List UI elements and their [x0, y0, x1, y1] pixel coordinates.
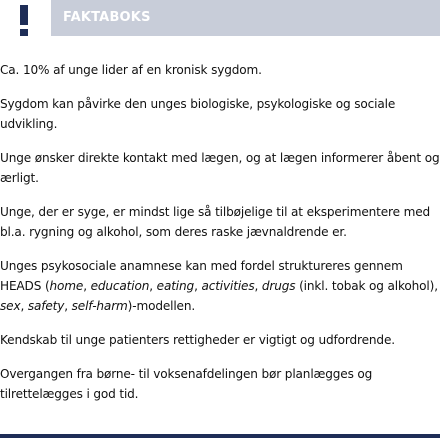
factbox-paragraph: [0, 330, 440, 350]
factbox-paragraph: [0, 148, 440, 188]
paragraph-text: Ca. 10% af unge lider af en kronisk sygdom.: [0, 63, 262, 77]
paragraph-text: ,: [194, 279, 202, 293]
italic-term: drugs: [261, 279, 296, 293]
factbox-paragraph: [0, 364, 440, 404]
paragraph-text: ,: [254, 279, 262, 293]
factbox-paragraph: [0, 202, 440, 242]
italic-term: home: [49, 279, 84, 293]
italic-term: eating: [156, 279, 195, 293]
exclamation-bar: [20, 5, 28, 25]
exclamation-dot: [20, 29, 28, 36]
paragraph-text: ,: [83, 279, 91, 293]
paragraph-text: )-modellen.: [127, 299, 196, 313]
italic-term: safety: [27, 299, 65, 313]
factbox-paragraph: [0, 256, 440, 316]
factbox-paragraph: [0, 60, 440, 80]
paragraph-text: ,: [64, 299, 72, 313]
exclamation-icon: [0, 0, 51, 36]
paragraph-text: Unges psykosociale anamnese kan med fordel struktureres gennem HEADS (: [0, 259, 403, 293]
paragraph-text: Kendskab til unge patienters rettigheder er vigtigt og udfordrende.: [0, 333, 395, 347]
factbox-title: FAKTABOKS: [63, 10, 151, 25]
factbox-paragraph: [0, 94, 440, 134]
paragraph-text: Sygdom kan påvirke den unges biologiske, psykologiske og sociale udvikling.: [0, 97, 396, 131]
factbox-content: [0, 60, 440, 418]
italic-term: activities: [201, 279, 255, 293]
paragraph-text: Unge, der er syge, er mindst lige så tilbøjelige til at eksperimentere med bl.a. rygning og alkohol, som deres raske jævnaldrende er.: [0, 205, 431, 239]
bottom-rule: [0, 434, 440, 438]
italic-term: education: [90, 279, 150, 293]
paragraph-text: Unge ønsker direkte kontakt med lægen, og at lægen informerer åbent og ærligt.: [0, 151, 440, 185]
paragraph-text: (inkl. tobak og alkohol),: [295, 279, 438, 293]
paragraph-text: ,: [20, 299, 28, 313]
paragraph-text: Overgangen fra børne- til voksenafdelingen bør planlægges og tilrettelægges i god tid.: [0, 367, 373, 401]
italic-term: self-harm: [71, 299, 128, 313]
factbox-header: [0, 0, 440, 36]
paragraph-text: ,: [149, 279, 157, 293]
italic-term: sex: [0, 299, 21, 313]
